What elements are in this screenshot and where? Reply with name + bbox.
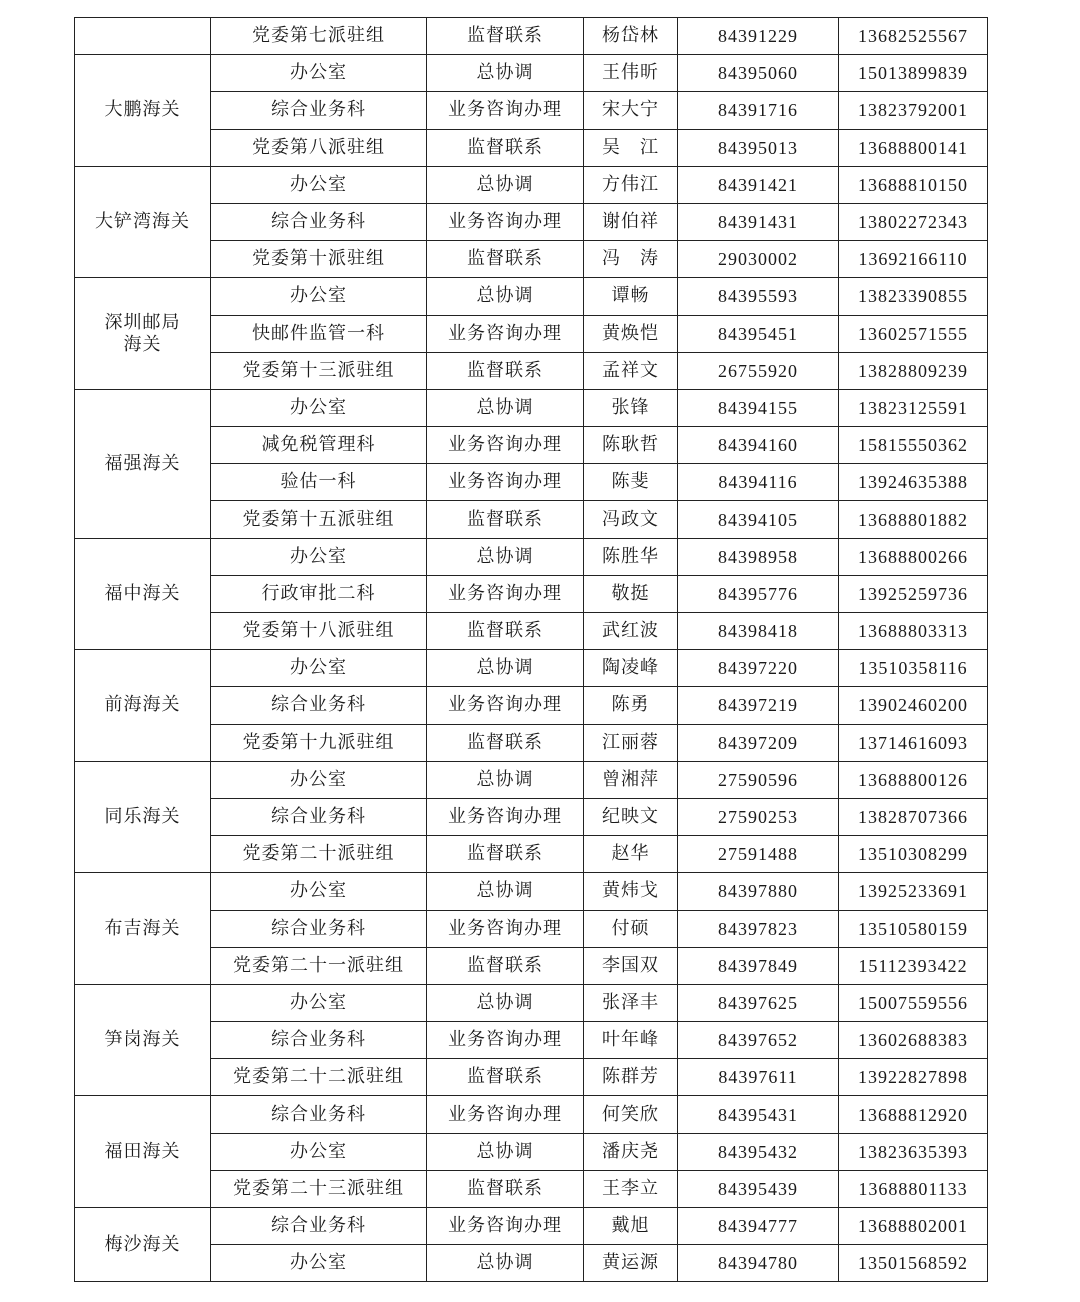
office-phone-cell: 84398958 — [678, 538, 839, 575]
customs-office-cell — [75, 761, 211, 873]
contact-table — [74, 17, 988, 1282]
department-cell: 党委第十五派驻组 — [211, 501, 427, 538]
role-cell: 监督联系 — [427, 724, 584, 761]
role-cell: 监督联系 — [427, 613, 584, 650]
department-cell: 综合业务科 — [211, 203, 427, 240]
customs-office-cell — [75, 389, 211, 538]
role-cell: 总协调 — [427, 984, 584, 1021]
mobile-phone-cell: 13925233691 — [839, 873, 988, 910]
role-cell: 监督联系 — [427, 947, 584, 984]
office-phone-cell: 84397209 — [678, 724, 839, 761]
department-cell: 验估一科 — [211, 464, 427, 501]
mobile-phone-cell: 13688801133 — [839, 1170, 988, 1207]
role-cell: 总协调 — [427, 1133, 584, 1170]
mobile-phone-cell: 13510308299 — [839, 836, 988, 873]
person-cell: 黄运源 — [584, 1245, 678, 1282]
office-phone-cell: 84397625 — [678, 984, 839, 1021]
department-cell: 综合业务科 — [211, 92, 427, 129]
person-cell: 张锋 — [584, 389, 678, 426]
person-cell: 张泽丰 — [584, 984, 678, 1021]
role-cell: 业务咨询办理 — [427, 798, 584, 835]
mobile-phone-cell: 13902460200 — [839, 687, 988, 724]
table-row — [75, 538, 988, 575]
role-cell: 业务咨询办理 — [427, 427, 584, 464]
person-cell: 付硕 — [584, 910, 678, 947]
table-row — [75, 129, 988, 166]
person-cell: 冯政文 — [584, 501, 678, 538]
department-cell: 办公室 — [211, 166, 427, 203]
office-phone-cell: 84394780 — [678, 1245, 839, 1282]
office-phone-cell: 84397849 — [678, 947, 839, 984]
department-cell: 党委第十三派驻组 — [211, 352, 427, 389]
table-row — [75, 910, 988, 947]
mobile-phone-cell: 13688803313 — [839, 613, 988, 650]
mobile-phone-cell: 13692166110 — [839, 241, 988, 278]
person-cell: 戴旭 — [584, 1208, 678, 1245]
customs-office-name: 前海海关 — [104, 694, 181, 716]
customs-office-cell — [75, 55, 211, 167]
person-cell: 杨岱林 — [584, 18, 678, 55]
office-phone-cell: 84395593 — [678, 278, 839, 315]
department-cell: 党委第十八派驻组 — [211, 613, 427, 650]
person-cell: 冯 涛 — [584, 241, 678, 278]
office-phone-cell: 84395451 — [678, 315, 839, 352]
table-row — [75, 1170, 988, 1207]
office-phone-cell: 84395439 — [678, 1170, 839, 1207]
mobile-phone-cell: 15013899839 — [839, 55, 988, 92]
mobile-phone-cell: 13823635393 — [839, 1133, 988, 1170]
customs-office-name: 大铲湾海关 — [95, 211, 190, 233]
table-row — [75, 18, 988, 55]
person-cell: 武红波 — [584, 613, 678, 650]
table-row — [75, 166, 988, 203]
department-cell: 党委第二十三派驻组 — [211, 1170, 427, 1207]
customs-office-name: 大鹏海关 — [104, 99, 181, 121]
table-row — [75, 352, 988, 389]
role-cell: 业务咨询办理 — [427, 315, 584, 352]
customs-office-name: 福强海关 — [104, 452, 181, 474]
department-cell: 减免税管理科 — [211, 427, 427, 464]
mobile-phone-cell: 13688812920 — [839, 1096, 988, 1133]
person-cell: 赵华 — [584, 836, 678, 873]
office-phone-cell: 84397219 — [678, 687, 839, 724]
role-cell: 总协调 — [427, 278, 584, 315]
customs-office-cell — [75, 873, 211, 985]
table-row — [75, 1208, 988, 1245]
person-cell: 陈胜华 — [584, 538, 678, 575]
office-phone-cell: 84395060 — [678, 55, 839, 92]
department-cell: 办公室 — [211, 278, 427, 315]
department-cell: 综合业务科 — [211, 687, 427, 724]
person-cell: 陈群芳 — [584, 1059, 678, 1096]
table-row — [75, 55, 988, 92]
person-cell: 黄炜戈 — [584, 873, 678, 910]
person-cell: 江丽蓉 — [584, 724, 678, 761]
department-cell: 行政审批二科 — [211, 575, 427, 612]
mobile-phone-cell: 13688800126 — [839, 761, 988, 798]
customs-office-cell — [75, 278, 211, 390]
office-phone-cell: 84394105 — [678, 501, 839, 538]
table-row — [75, 798, 988, 835]
table-row — [75, 984, 988, 1021]
department-cell: 党委第二十派驻组 — [211, 836, 427, 873]
office-phone-cell: 84391421 — [678, 166, 839, 203]
mobile-phone-cell: 13823125591 — [839, 389, 988, 426]
office-phone-cell: 27591488 — [678, 836, 839, 873]
table-row — [75, 92, 988, 129]
office-phone-cell: 84397880 — [678, 873, 839, 910]
table-row — [75, 315, 988, 352]
table-row — [75, 389, 988, 426]
department-cell: 党委第二十二派驻组 — [211, 1059, 427, 1096]
role-cell: 业务咨询办理 — [427, 687, 584, 724]
table-row — [75, 464, 988, 501]
mobile-phone-cell: 13828707366 — [839, 798, 988, 835]
person-cell: 李国双 — [584, 947, 678, 984]
role-cell: 监督联系 — [427, 18, 584, 55]
mobile-phone-cell: 13802272343 — [839, 203, 988, 240]
customs-office-name: 笋岗海关 — [104, 1029, 181, 1051]
person-cell: 陶凌峰 — [584, 650, 678, 687]
customs-office-name: 福中海关 — [104, 582, 181, 604]
office-phone-cell: 84394116 — [678, 464, 839, 501]
table-row — [75, 687, 988, 724]
office-phone-cell: 27590253 — [678, 798, 839, 835]
role-cell: 总协调 — [427, 538, 584, 575]
office-phone-cell: 84395013 — [678, 129, 839, 166]
person-cell: 谢伯祥 — [584, 203, 678, 240]
customs-office-cell — [75, 18, 211, 55]
person-cell: 陈斐 — [584, 464, 678, 501]
customs-office-cell — [75, 1208, 211, 1282]
table-row — [75, 501, 988, 538]
department-cell: 办公室 — [211, 984, 427, 1021]
customs-office-cell — [75, 1096, 211, 1208]
table-row — [75, 836, 988, 873]
department-cell: 党委第七派驻组 — [211, 18, 427, 55]
department-cell: 办公室 — [211, 650, 427, 687]
mobile-phone-cell: 13823390855 — [839, 278, 988, 315]
office-phone-cell: 84395432 — [678, 1133, 839, 1170]
table-row — [75, 427, 988, 464]
table-row — [75, 1245, 988, 1282]
department-cell: 办公室 — [211, 1245, 427, 1282]
mobile-phone-cell: 13501568592 — [839, 1245, 988, 1282]
department-cell: 综合业务科 — [211, 1096, 427, 1133]
table-row — [75, 947, 988, 984]
person-cell: 曾湘萍 — [584, 761, 678, 798]
mobile-phone-cell: 13688800266 — [839, 538, 988, 575]
role-cell: 监督联系 — [427, 129, 584, 166]
mobile-phone-cell: 13682525567 — [839, 18, 988, 55]
office-phone-cell: 84394777 — [678, 1208, 839, 1245]
role-cell: 监督联系 — [427, 241, 584, 278]
office-phone-cell: 84395431 — [678, 1096, 839, 1133]
table-row — [75, 761, 988, 798]
person-cell: 吴 江 — [584, 129, 678, 166]
person-cell: 黄焕恺 — [584, 315, 678, 352]
role-cell: 业务咨询办理 — [427, 1096, 584, 1133]
customs-office-name: 同乐海关 — [104, 806, 181, 828]
office-phone-cell: 84397220 — [678, 650, 839, 687]
office-phone-cell: 84398418 — [678, 613, 839, 650]
office-phone-cell: 29030002 — [678, 241, 839, 278]
office-phone-cell: 84391716 — [678, 92, 839, 129]
customs-office-name: 梅沙海关 — [104, 1233, 181, 1255]
role-cell: 总协调 — [427, 55, 584, 92]
person-cell: 敬挺 — [584, 575, 678, 612]
mobile-phone-cell: 13922827898 — [839, 1059, 988, 1096]
office-phone-cell: 84391431 — [678, 203, 839, 240]
department-cell: 综合业务科 — [211, 798, 427, 835]
role-cell: 总协调 — [427, 389, 584, 426]
mobile-phone-cell: 13688810150 — [839, 166, 988, 203]
mobile-phone-cell: 15007559556 — [839, 984, 988, 1021]
department-cell: 综合业务科 — [211, 1208, 427, 1245]
customs-office-cell — [75, 538, 211, 650]
person-cell: 陈耿哲 — [584, 427, 678, 464]
department-cell: 党委第十派驻组 — [211, 241, 427, 278]
role-cell: 业务咨询办理 — [427, 575, 584, 612]
person-cell: 纪映文 — [584, 798, 678, 835]
table-row — [75, 278, 988, 315]
person-cell: 孟祥文 — [584, 352, 678, 389]
department-cell: 办公室 — [211, 538, 427, 575]
table-row — [75, 1096, 988, 1133]
mobile-phone-cell: 13925259736 — [839, 575, 988, 612]
role-cell: 业务咨询办理 — [427, 92, 584, 129]
contact-table-body — [75, 18, 988, 1282]
role-cell: 业务咨询办理 — [427, 203, 584, 240]
role-cell: 总协调 — [427, 650, 584, 687]
mobile-phone-cell: 15815550362 — [839, 427, 988, 464]
role-cell: 监督联系 — [427, 836, 584, 873]
table-row — [75, 1133, 988, 1170]
table-row — [75, 241, 988, 278]
department-cell: 党委第十九派驻组 — [211, 724, 427, 761]
department-cell: 党委第二十一派驻组 — [211, 947, 427, 984]
role-cell: 业务咨询办理 — [427, 910, 584, 947]
office-phone-cell: 84397611 — [678, 1059, 839, 1096]
person-cell: 王伟昕 — [584, 55, 678, 92]
department-cell: 办公室 — [211, 55, 427, 92]
office-phone-cell: 27590596 — [678, 761, 839, 798]
table-row — [75, 650, 988, 687]
role-cell: 业务咨询办理 — [427, 464, 584, 501]
role-cell: 业务咨询办理 — [427, 1208, 584, 1245]
mobile-phone-cell: 13688800141 — [839, 129, 988, 166]
office-phone-cell: 26755920 — [678, 352, 839, 389]
customs-office-name: 深圳邮局 — [104, 311, 181, 333]
table-row — [75, 613, 988, 650]
customs-office-name: 福田海关 — [104, 1140, 181, 1162]
department-cell: 综合业务科 — [211, 910, 427, 947]
mobile-phone-cell: 13924635388 — [839, 464, 988, 501]
office-phone-cell: 84394155 — [678, 389, 839, 426]
mobile-phone-cell: 13823792001 — [839, 92, 988, 129]
office-phone-cell: 84391229 — [678, 18, 839, 55]
department-cell: 党委第八派驻组 — [211, 129, 427, 166]
mobile-phone-cell: 13688802001 — [839, 1208, 988, 1245]
mobile-phone-cell: 13828809239 — [839, 352, 988, 389]
role-cell: 总协调 — [427, 166, 584, 203]
role-cell: 总协调 — [427, 1245, 584, 1282]
role-cell: 业务咨询办理 — [427, 1022, 584, 1059]
customs-office-cell — [75, 984, 211, 1096]
mobile-phone-cell: 15112393422 — [839, 947, 988, 984]
department-cell: 办公室 — [211, 873, 427, 910]
person-cell: 宋大宁 — [584, 92, 678, 129]
customs-office-cell — [75, 166, 211, 278]
person-cell: 谭畅 — [584, 278, 678, 315]
person-cell: 潘庆尧 — [584, 1133, 678, 1170]
customs-office-cell — [75, 650, 211, 762]
table-row — [75, 1022, 988, 1059]
mobile-phone-cell: 13602688383 — [839, 1022, 988, 1059]
department-cell: 办公室 — [211, 1133, 427, 1170]
person-cell: 何笑欣 — [584, 1096, 678, 1133]
role-cell: 监督联系 — [427, 352, 584, 389]
mobile-phone-cell: 13602571555 — [839, 315, 988, 352]
table-row — [75, 1059, 988, 1096]
mobile-phone-cell: 13510580159 — [839, 910, 988, 947]
role-cell: 监督联系 — [427, 1059, 584, 1096]
department-cell: 快邮件监管一科 — [211, 315, 427, 352]
role-cell: 监督联系 — [427, 1170, 584, 1207]
table-row — [75, 575, 988, 612]
office-phone-cell: 84397652 — [678, 1022, 839, 1059]
mobile-phone-cell: 13688801882 — [839, 501, 988, 538]
person-cell: 叶年峰 — [584, 1022, 678, 1059]
table-row — [75, 873, 988, 910]
office-phone-cell: 84397823 — [678, 910, 839, 947]
customs-office-name: 布吉海关 — [104, 917, 181, 939]
mobile-phone-cell: 13714616093 — [839, 724, 988, 761]
department-cell: 办公室 — [211, 761, 427, 798]
department-cell: 综合业务科 — [211, 1022, 427, 1059]
table-row — [75, 203, 988, 240]
office-phone-cell: 84394160 — [678, 427, 839, 464]
person-cell: 王李立 — [584, 1170, 678, 1207]
mobile-phone-cell: 13510358116 — [839, 650, 988, 687]
department-cell: 办公室 — [211, 389, 427, 426]
role-cell: 总协调 — [427, 873, 584, 910]
person-cell: 陈勇 — [584, 687, 678, 724]
customs-office-name: 海关 — [123, 333, 162, 355]
office-phone-cell: 84395776 — [678, 575, 839, 612]
role-cell: 总协调 — [427, 761, 584, 798]
table-row — [75, 724, 988, 761]
person-cell: 方伟江 — [584, 166, 678, 203]
role-cell: 监督联系 — [427, 501, 584, 538]
